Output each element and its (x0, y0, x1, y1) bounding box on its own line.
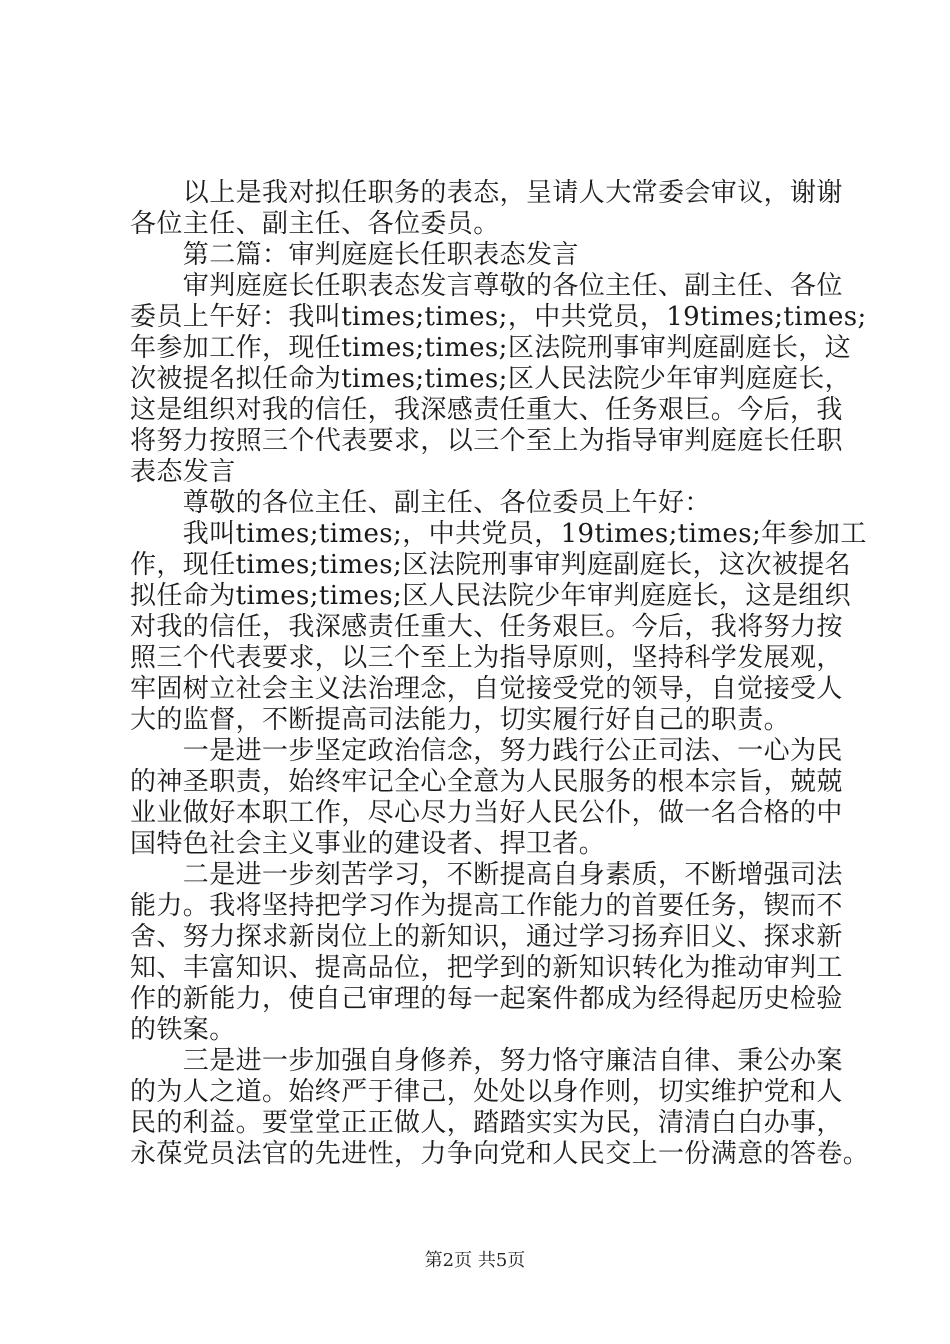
text-line: 这是组织对我的信任，我深感责任重大、任务艰巨。今后，我 (130, 395, 843, 425)
text-line: 知、丰富知识、提高品位，把学到的新知识转化为推动审判工 (130, 953, 843, 983)
section-heading: 第二篇：审判庭庭长任职表态发言 (130, 240, 579, 270)
text-line: 对我的信任，我深感责任重大、任务艰巨。今后，我将努力按 (130, 612, 843, 642)
text-line: 舍、努力探求新岗位上的新知识，通过学习扬弃旧义、探求新 (130, 922, 843, 952)
text-line: 拟任命为times;times;区人民法院少年审判庭庭长，这是组织 (130, 581, 852, 611)
text-line: 表态发言 (130, 457, 236, 487)
text-line: 一是进一步坚定政治信念，努力践行公正司法、一心为民 (130, 736, 843, 766)
text-line: 照三个代表要求，以三个至上为指导原则，坚持科学发展观， (130, 643, 843, 673)
text-line: 委员上午好：我叫times;times;，中共党员，19times;times; (130, 302, 867, 332)
text-line: 的铁案。 (130, 1015, 236, 1045)
text-line: 能力。我将坚持把学习作为提高工作能力的首要任务，锲而不 (130, 891, 843, 921)
text-line: 永葆党员法官的先进性，力争向党和人民交上一份满意的答卷。 (130, 1139, 870, 1169)
text-line: 作的新能力，使自己审理的每一起案件都成为经得起历史检验 (130, 984, 843, 1014)
text-line: 业业做好本职工作，尽心尽力当好人民公仆，做一名合格的中 (130, 798, 843, 828)
text-line: 以上是我对拟任职务的表态，呈请人大常委会审议，谢谢 (130, 178, 843, 208)
text-line: 牢固树立社会主义法治理念，自觉接受党的领导，自觉接受人 (130, 674, 843, 704)
text-line: 次被提名拟任命为times;times;区人民法院少年审判庭庭长， (130, 364, 852, 394)
text-line: 二是进一步刻苦学习，不断提高自身素质，不断增强司法 (130, 860, 843, 890)
text-line: 作，现任times;times;区法院刑事审判庭副庭长，这次被提名 (130, 550, 852, 580)
text-line: 的为人之道。始终严于律己，处处以身作则，切实维护党和人 (130, 1077, 843, 1107)
text-line: 各位主任、副主任、各位委员。 (130, 209, 500, 239)
text-line: 三是进一步加强自身修养，努力恪守廉洁自律、秉公办案 (130, 1046, 843, 1076)
page-number-footer: 第2页 共5页 (424, 1250, 526, 1271)
text-line: 民的利益。要堂堂正正做人，踏踏实实为民，清清白白办事， (130, 1108, 843, 1138)
text-line: 的神圣职责，始终牢记全心全意为人民服务的根本宗旨，兢兢 (130, 767, 843, 797)
text-line: 我叫times;times;，中共党员，19times;times;年参加工 (130, 519, 867, 549)
text-line: 审判庭庭长任职表态发言尊敬的各位主任、副主任、各位 (130, 271, 843, 301)
text-line: 大的监督，不断提高司法能力，切实履行好自己的职责。 (130, 705, 791, 735)
text-line: 年参加工作，现任times;times;区法院刑事审判庭副庭长，这 (130, 333, 852, 363)
text-line: 尊敬的各位主任、副主任、各位委员上午好： (130, 488, 711, 518)
text-line: 国特色社会主义事业的建设者、捍卫者。 (130, 829, 606, 859)
text-line: 将努力按照三个代表要求，以三个至上为指导审判庭庭长任职 (130, 426, 843, 456)
